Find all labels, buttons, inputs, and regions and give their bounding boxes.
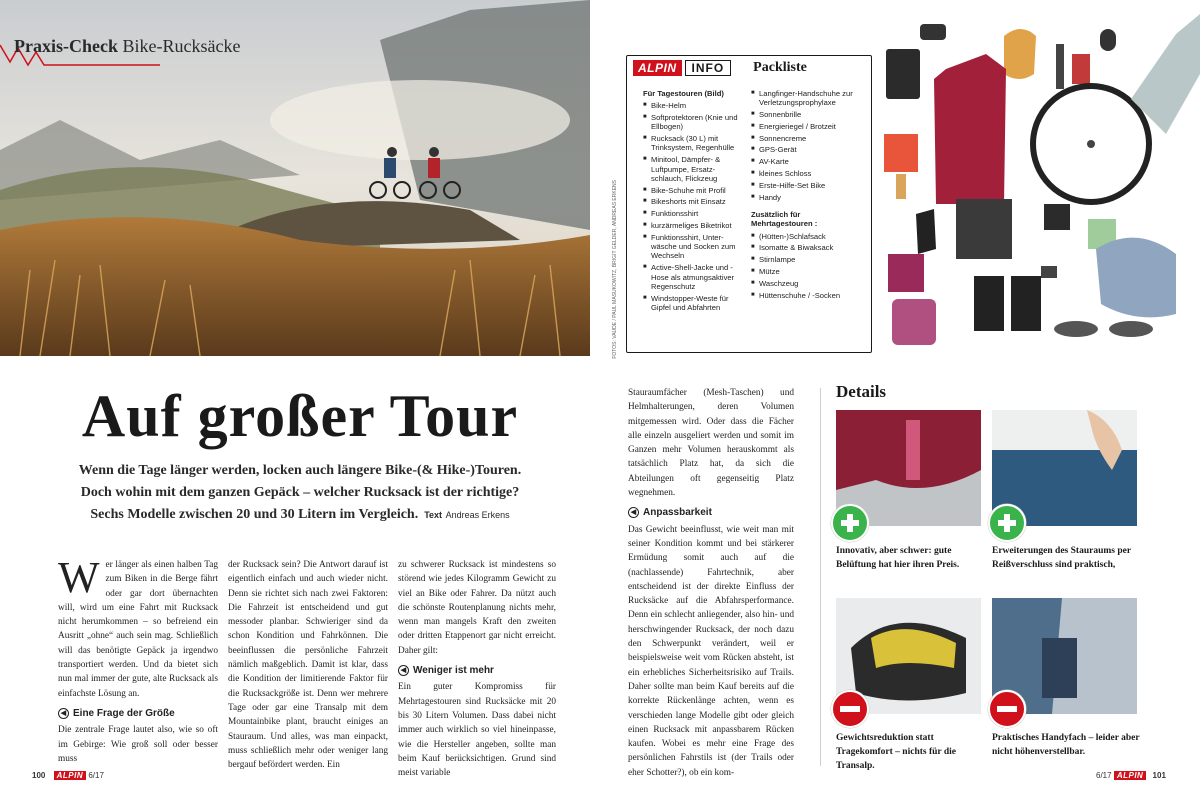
packlist-right-item: ■ GPS-Gerät [751,145,861,154]
gear-items-illustration [876,14,1200,359]
packlist-multiday-item: ■ Stirnlampe [751,255,861,264]
alpin-logo-right: ALPIN [1114,771,1147,780]
subheading-less-text: Weniger ist mehr [413,665,494,677]
alpin-logo-left: ALPIN [54,771,87,780]
packlist-left-item: ■ Active-Shell-Jacke und -Hose als atmungsaktiver Regenschutz [643,263,743,291]
subheading-less-is-more [398,664,556,678]
packlist-right-item: ■ Erste-Hilfe-Set Bike [751,181,861,190]
packlist-left-item: ■ Windstopper-Weste für Gipfel und Abfahrten [643,294,743,313]
deck-line-3-text: Sechs Modelle zwischen 20 und 30 Litern im Vergleich. [90,507,419,522]
packlist-left-item: ■ Bikeshorts mit Einsatz [643,197,743,206]
packlist-left-item: ■ Funktionsshirt, Unter-wäsche und Socken zum Wechseln [643,233,743,261]
body-column-2 [228,558,388,772]
chevron-circle-icon: ◀ [398,665,409,676]
article-deck [40,460,560,526]
kicker-bold: Praxis-Check [14,36,118,56]
minus-badge-2 [988,690,1026,728]
dropcap-letter: W [58,553,100,602]
col1-p1-text: er länger als einen halben Tag zum Biken in die Berge fährt oder gar dort übernachten will, wird um eine Fahrt mit Rucksack nicht herumkommen – so befreiend ein Ausritt „ohne“ auch sein mag. Schließlich will das benötigte Gepäck ja irgendwo transportiert werden. Und da bietet sich nun mal immer der gute, alte Rucksack als einfachste Lösung an. [58,560,218,699]
packlist-left-item: ■ Bike-Helm [643,101,743,110]
section-kicker [14,36,240,57]
plus-icon [833,506,867,540]
right-list [751,89,861,202]
left-list [643,101,743,312]
kicker-rest: Bike-Rucksäcke [122,36,241,56]
details-divider [820,388,821,766]
packlist-right-item: ■ Sonnenbrille [751,110,861,119]
col2-paragraph-1: der Rucksack sein? Die Antwort darauf ist eigentlich einfach und auch wieder nicht. Denn sie richtet sich nach zwei Faktoren: Die Fahrzeit ist entscheidend und gut messoder planbar. Schwieriger sind da schon Kondition und Fahrkönnen. Die beeinflussen die persönliche Fahrzeit nämlich maßgeblich. Damit ist klar, dass die Kondition der limitierende Faktor für die Rucksackgröße ist. Denn wer mehrere Tage oder gar eine Transalp mit dem Mountainbike plant, braucht einiges an Stauraum. Und alles, was man einpackt, muss schließlich mehr oder weniger lang bergauf befördert werden. Ein [228,560,388,771]
detail-caption-3: Gewichtsreduktion statt Tragekomfort – nichts für die Transalp. [836,733,956,771]
alpin-logo: ALPIN [633,60,682,76]
deck-line-3 [40,504,560,526]
subheading-fit-text: Anpassbarkeit [643,507,712,519]
left-heading: Für Tagestouren (Bild) [643,89,724,98]
body-column-1 [58,553,218,766]
col4-paragraph-1: Stauraumfächer (Mesh-Taschen) und Helmhalterungen, deren Volumen mitgemessen wird. Oder dass die Fächer alle einzeln ausgeliert werden und somit im Ganzen mehr Volumen herauskommt als tatsächlich Platz hat, da sich die Abteilungen oft gegenseitig Platz wegnehmen. [628,388,794,499]
plus-badge-1 [831,504,869,542]
packlist-left-item: ■ Rucksack (30 L) mit Trinksystem, Regenhülle [643,134,743,153]
packlist-right-item: ■ Energieriegel / Brotzeit [751,122,861,131]
packlist-right-item: ■ Handy [751,193,861,202]
right-heading: Zusätzlich für Mehrtagestouren : [751,209,818,229]
packing-flatlay-photo [876,14,1200,359]
packlist-left-item: ■ Bike-Schuhe mit Profil [643,186,743,195]
body-column-4 [628,386,794,780]
detail-caption-2: Erweiterungen des Stauraums per Reißverschluss sind praktisch, [992,546,1131,570]
plus-icon [990,506,1024,540]
subheading-size-text: Eine Frage der Größe [73,707,175,719]
detail-caption-4: Praktisches Handyfach – leider aber nicht höhenverstellbar. [992,733,1140,757]
packlist-multiday-item: ■ Mütze [751,267,861,276]
packliste-infobox [626,55,872,353]
page-number-left: 100 [32,771,46,780]
minus-icon [990,692,1024,726]
page-number-right: 101 [1152,771,1166,780]
col4-paragraph-2: Das Gewicht beeinflusst, wie weit man mit seiner Kondition kommt und bei stärkerer Ermüdung somit auch auf die (nachlassende) Fahrtechnik, aber entscheidend ist der direkte Einfluss der Rucksäcke auf die Abfahrsperformance. Denn ein schlecht anliegender, also hin- und herschwingender Rucksack, der noch dazu den Schwerpunkt verändert, weil er beispielsweise weit vom Rücken absteht, ist ein erhebliches Sicherheitsrisiko auf Trails. Daher sollte man beim Kauf bereits auf die korrekte Rückenlänge achten, wenn es verschieden lange Modelle gibt oder gleich einen Rucksack mit anpassbarem Rücken kaufen. Wobei es mehr eine Frage des persönlichen Fahrstils ist (der Trails oder eher Schotter?), ob ein kom- [628,524,794,778]
body-column-3 [398,558,556,780]
packlist-multiday-item: ■ Hüttenschuhe / -Socken [751,291,861,300]
col1-paragraph-2: Die zentrale Frage lautet also, wie so oft im Gebirge: Wie groß soll oder besser muss [58,725,218,764]
right-list-multiday [751,232,861,300]
info-tag: INFO [685,60,732,76]
packlist-right-item: ■ kleines Schloss [751,169,861,178]
packlist-multiday-item: ■ (Hütten-)Schlafsack [751,232,861,241]
col3-paragraph-2: Ein guter Kompromiss für Mehrtagestouren sind Rucksäcke mit 20 bis 30 Litern Volumen. Dass dabei nicht immer auch wirklich so viel hineinpasse, wie die Hersteller angeben, sollte man beim Kauf berücksichtigen. Grund sind meist variable [398,682,556,779]
col1-paragraph-1 [58,553,218,701]
packlist-right-item: ■ AV-Karte [751,157,861,166]
footer-right [1096,771,1166,780]
deck-line-2: Doch wohin mit dem ganzen Gepäck – welcher Rucksack ist der richtige? [80,485,520,500]
deck-line-1: Wenn die Tage länger werden, locken auch längere Bike-(& Hike-)Touren. [78,463,522,478]
infobox-right-column [751,89,861,302]
packlist-left-item: ■ kurzärmeliges Biketrikot [643,221,743,230]
issue-left: 6/17 [88,771,104,780]
infobox-header [633,60,807,76]
chevron-circle-icon: ◀ [628,507,639,518]
packlist-multiday-item: ■ Isomatte & Biwaksack [751,243,861,252]
packlist-left-item: ■ Softprotektoren (Knie und Ellbogen) [643,113,743,132]
minus-icon [833,692,867,726]
packlist-left-item: ■ Minitool, Dämpfer- & Luftpumpe, Ersatz-schlauch, Flickzeug [643,155,743,183]
subheading-size [58,707,218,721]
infobox-left-column [643,89,743,315]
text-label: Text [424,510,443,520]
packlist-right-item: ■ Langfinger-Handschuhe zur Verletzungsprophylaxe [751,89,861,108]
detail-caption-1: Innovativ, aber schwer: gute Belüftung hat hier ihren Preis. [836,546,960,570]
minus-badge-1 [831,690,869,728]
chevron-circle-icon: ◀ [58,708,69,719]
author-name: Andreas Erkens [445,510,510,520]
photo-credit: FOTOS: VAUDE / PAUL MASUKOWITZ, BRIGIT GELDER, ANDREAS ERKENS [612,180,618,359]
col3-paragraph-1: zu schwerer Rucksack ist mindestens so störend wie jedes Kilogramm Gewicht zu viel an Bike oder Fahrer. Da nützt auch die schönste Routenplanung nichts mehr, wenn man mangels Kraft den zweiten oder dritten Etappenort gar nicht erreicht. Daher gilt: [398,560,556,656]
subheading-fit [628,506,794,520]
packliste-title: Packliste [753,60,807,75]
packlist-multiday-item: ■ Waschzeug [751,279,861,288]
packlist-right-item: ■ Sonnencreme [751,134,861,143]
footer-left [32,771,104,780]
details-title: Details [836,382,887,401]
packlist-left-item: ■ Funktionsshirt [643,209,743,218]
plus-badge-2 [988,504,1026,542]
article-headline: Auf großer Tour [81,383,519,449]
issue-right: 6/17 [1096,771,1112,780]
